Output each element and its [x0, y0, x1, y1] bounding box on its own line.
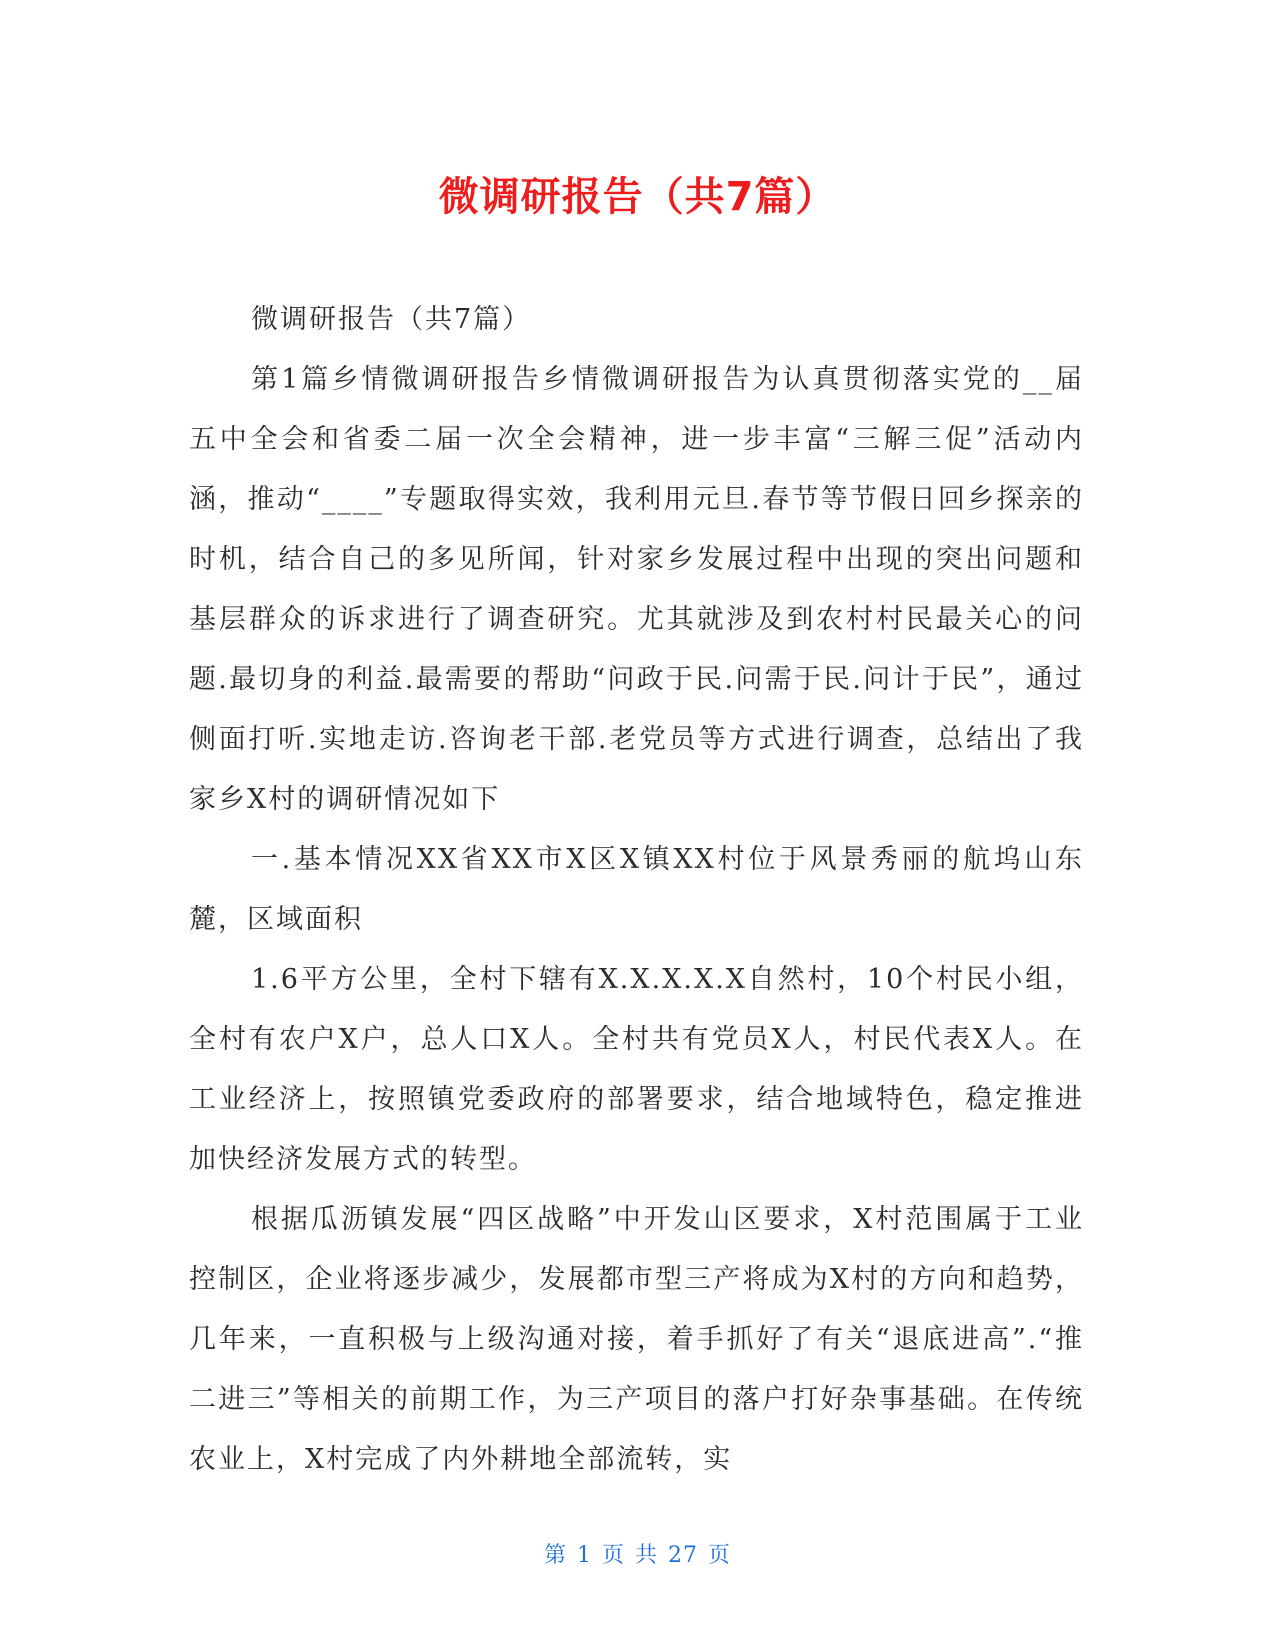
- footer-total-pages: 27: [668, 1543, 699, 1568]
- document-body: [189, 290, 1084, 1490]
- document-title: 微调研报告（共7篇）: [438, 174, 837, 220]
- paragraph-intro: 第1篇乡情微调研报告乡情微调研报告为认真贯彻落实党的__届五中全会和省委二届一次全会精神，进一步丰富“三解三促”活动内涵，推动“____”专题取得实效，我利用元旦.春节等节假日回乡探亲的时机，结合自己的多见所闻，针对家乡发展过程中出现的突出问题和基层群众的诉求进行了调查研究。尤其就涉及到农村村民最关心的问题.最切身的利益.最需要的帮助“问政于民.问需于民.问计于民”，通过侧面打听.实地走访.咨询老干部.老党员等方式进行调查，总结出了我家乡X村的调研情况如下: [189, 364, 1084, 815]
- paragraph-village-stats: 1.6平方公里，全村下辖有X.X.X.X.X自然村，10个村民小组，全村有农户X户，总人口X人。全村共有党员X人，村民代表X人。在工业经济上，按照镇党委政府的部署要求，结合地域特色，稳定推进加快经济发展方式的转型。: [189, 964, 1084, 1175]
- footer-prefix: 第: [543, 1543, 567, 1568]
- paragraph-strategy: 根据瓜沥镇发展“四区战略”中开发山区要求，X村范围属于工业控制区，企业将逐步减少，发展都市型三产将成为X村的方向和趋势，几年来，一直积极与上级沟通对接，着手抓好了有关“退底进高”.“推二进三”等相关的前期工作，为三产项目的落户打好杂事基础。在传统农业上，X村完成了内外耕地全部流转，实: [189, 1204, 1084, 1475]
- page-footer: [0, 1538, 1275, 1569]
- footer-current-page: 1: [576, 1543, 592, 1568]
- footer-total-prefix: 共: [635, 1543, 659, 1568]
- footer-page-label: 页: [601, 1543, 625, 1568]
- paragraph-subtitle: 微调研报告（共7篇）: [251, 304, 532, 335]
- paragraph-section-1: 一.基本情况XX省XX市X区X镇XX村位于风景秀丽的航坞山东麓，区域面积: [189, 844, 1084, 935]
- footer-page-suffix: 页: [708, 1543, 732, 1568]
